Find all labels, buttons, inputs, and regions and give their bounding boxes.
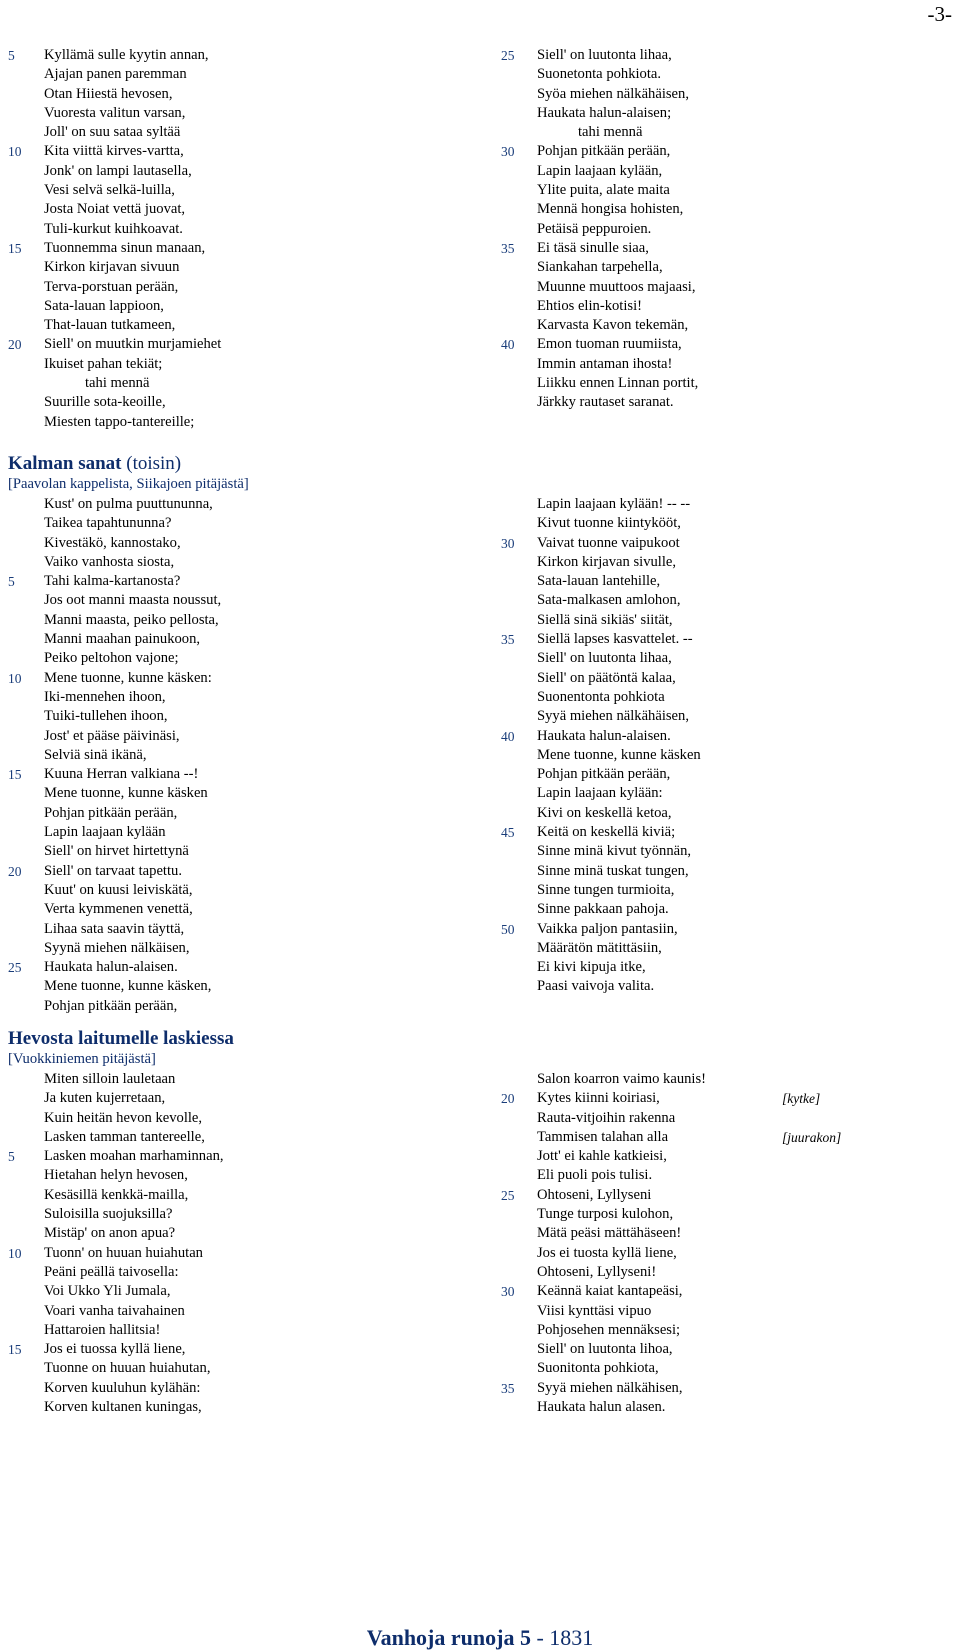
- line-number: 5: [8, 574, 15, 590]
- verse-text: Liikku ennen Linnan portit,: [537, 375, 699, 392]
- verse-line: [501, 630, 701, 649]
- verse-line: [501, 393, 698, 412]
- verse-text: Pohjan pitkään perään,: [537, 143, 671, 160]
- verse-line: [8, 1186, 224, 1205]
- verse-text: Kirkon kirjavan sivulle,: [537, 553, 677, 570]
- verse-text: Siell' on muutkin murjamiehet: [44, 336, 222, 353]
- verse-text: Muunne muuttoos majaasi,: [537, 278, 696, 295]
- verse-line: [501, 1186, 706, 1205]
- verse-line: [8, 553, 221, 572]
- verse-line: [8, 591, 221, 610]
- section2-title-text: Kalman sanat: [8, 453, 122, 474]
- verse-line: [8, 495, 221, 514]
- verse-text: Lapin laajaan kylään,: [537, 162, 663, 179]
- verse-line: [501, 707, 701, 726]
- verse-line: [501, 335, 698, 354]
- verse-text: Pohjan pitkään perään,: [537, 766, 671, 783]
- verse-line: [8, 823, 221, 842]
- verse-text: Hietahan helyn hevosen,: [44, 1167, 188, 1184]
- verse-text: Vuoresta valitun varsan,: [44, 104, 186, 121]
- verse-text: Kirkon kirjavan sivuun: [44, 259, 180, 276]
- verse-text: Lasken tamman tantereelle,: [44, 1128, 205, 1145]
- verse-text: Keännä kaiat kantapeäsi,: [537, 1283, 683, 1300]
- verse-text: Vaikka paljon pantasiin,: [537, 920, 678, 937]
- verse-text: Kivestäkö, kannostako,: [44, 534, 181, 551]
- line-number: 15: [8, 1342, 22, 1358]
- section3-title: Hevosta laitumelle laskiessa: [8, 1028, 234, 1049]
- verse-text: Kuut' on kuusi leiviskätä,: [44, 881, 193, 898]
- verse-line: [8, 65, 221, 84]
- verse-text: Siell' on luutonta lihaa,: [537, 47, 672, 63]
- verse-text: Suonentonta pohkiota: [537, 688, 665, 705]
- verse-text: Siellä sinä sikiäs' siität,: [537, 611, 673, 628]
- verse-text: Tuonnemma sinun manaan,: [44, 239, 206, 256]
- verse-line: [8, 804, 221, 823]
- editorial-note: [kytke]: [782, 1091, 821, 1107]
- verse-line: [501, 746, 701, 765]
- verse-line: [8, 862, 221, 881]
- section1-left-column: [8, 46, 221, 432]
- verse-line: [8, 278, 221, 297]
- verse-line: [501, 65, 698, 84]
- verse-text: Siell' on luutonta lihaa,: [537, 650, 672, 667]
- verse-text: Sinne minä kivut työnnän,: [537, 843, 692, 860]
- verse-line: [501, 104, 698, 123]
- verse-text: Syyä miehen nälkähäisen,: [537, 708, 689, 725]
- section2-right-column: [501, 495, 701, 997]
- verse-text: Salon koarron vaimo kaunis!: [537, 1071, 707, 1087]
- verse-line: [501, 1109, 706, 1128]
- verse-text: Haukata halun alasen.: [537, 1399, 666, 1416]
- footer-year: - 1831: [530, 1625, 594, 1650]
- verse-line: [8, 46, 221, 65]
- verse-text: Haukata halun-alaisen.: [44, 959, 178, 976]
- verse-line: [501, 611, 701, 630]
- verse-line: [501, 1070, 706, 1089]
- line-number: 25: [8, 960, 22, 976]
- verse-text: Voari vanha taivahainen: [44, 1302, 185, 1319]
- verse-line: [8, 534, 221, 553]
- verse-line: [501, 1302, 706, 1321]
- verse-line: [8, 881, 221, 900]
- verse-line: [8, 611, 221, 630]
- verse-text: Manni maahan painukoon,: [44, 631, 201, 648]
- verse-text: Ehtios elin-kotisi!: [537, 297, 642, 314]
- verse-line: [501, 1244, 706, 1263]
- verse-line: [8, 316, 221, 335]
- verse-line: [8, 335, 221, 354]
- verse-line: [501, 374, 698, 393]
- verse-text: Suonetonta pohkiota.: [537, 66, 662, 83]
- verse-text: Siell' on luutonta lihoa,: [537, 1341, 673, 1358]
- verse-line: [501, 1166, 706, 1185]
- verse-text: Ei täsä sinulle siaa,: [537, 239, 649, 256]
- verse-line: [501, 572, 701, 591]
- line-number: 45: [501, 825, 515, 841]
- verse-text: Suurille sota-keoille,: [44, 394, 166, 411]
- verse-text: Vaivat tuonne vaipukoot: [537, 534, 680, 551]
- verse-line: [8, 393, 221, 412]
- section3-right-column: [501, 1070, 842, 1417]
- verse-line: [8, 1340, 224, 1359]
- verse-text: Jonk' on lampi lautasella,: [44, 162, 192, 179]
- verse-text: Tunge turposi kulohon,: [537, 1206, 674, 1223]
- verse-line: [8, 727, 221, 746]
- verse-line: [501, 123, 698, 142]
- verse-line: [501, 258, 698, 277]
- verse-text: Ja kuten kujerretaan,: [44, 1090, 166, 1107]
- verse-line: [501, 297, 698, 316]
- verse-text: Vaiko vanhosta siosta,: [44, 553, 175, 570]
- editorial-note: [juurakon]: [782, 1129, 842, 1145]
- verse-line: [501, 553, 701, 572]
- verse-text: Siell' on tarvaat tapettu.: [44, 862, 182, 879]
- section2-title-suffix: (toisin): [126, 453, 182, 474]
- line-number: 10: [8, 670, 22, 686]
- verse-text: Tuonn' on huuan huiahutan: [44, 1244, 203, 1261]
- verse-text: Jott' ei kahle katkieisi,: [537, 1148, 667, 1165]
- verse-line: [8, 707, 221, 726]
- verse-line: [8, 977, 221, 996]
- verse-text: Korven kuuluhun kylähän:: [44, 1379, 201, 1396]
- verse-text: Sinne tungen turmioita,: [537, 881, 675, 898]
- line-number: 10: [8, 1245, 22, 1261]
- verse-text: Petäisä peppuroien.: [537, 220, 652, 237]
- verse-text: Mätä peäsi mättähäseen!: [537, 1225, 682, 1242]
- verse-text: Ei kivi kipuja itke,: [537, 959, 646, 976]
- verse-line: [501, 355, 698, 374]
- verse-text: Keitä on keskellä kiviä;: [537, 824, 676, 841]
- verse-line: [8, 765, 221, 784]
- section2-source: [Paavolan kappelista, Siikajoen pitäjästä]: [8, 476, 249, 492]
- verse-text: Lihaa sata saavin täyttä,: [44, 920, 185, 937]
- verse-text: Ikuiset pahan tekiät;: [44, 355, 163, 372]
- verse-text: Eli puoli pois tulisi.: [537, 1167, 653, 1184]
- verse-line: [8, 374, 221, 393]
- verse-text: Kivi on keskellä ketoa,: [537, 804, 672, 821]
- verse-line: [8, 514, 221, 533]
- verse-text: Mennä hongisa hohisten,: [537, 201, 684, 218]
- verse-line: [501, 200, 698, 219]
- verse-text: Selviä sinä ikänä,: [44, 746, 147, 763]
- verse-text: Syöa miehen nälkähäisen,: [537, 85, 689, 102]
- verse-text: Jost' et pääse päivinäsi,: [44, 727, 180, 744]
- verse-line: [8, 220, 221, 239]
- verse-text: Lapin laajaan kylään:: [537, 785, 663, 802]
- verse-text: Vesi selvä selkä-luilla,: [44, 182, 175, 199]
- verse-line: [501, 862, 701, 881]
- verse-text: Tuiki-tullehen ihoon,: [44, 708, 168, 725]
- line-number: 30: [501, 144, 515, 160]
- verse-line: [501, 1359, 706, 1378]
- verse-line: [501, 181, 698, 200]
- verse-line: [501, 939, 701, 958]
- section3-left-column: [8, 1070, 224, 1417]
- verse-line: [8, 1282, 224, 1301]
- verse-line: [8, 1070, 224, 1089]
- verse-line: [501, 727, 701, 746]
- verse-text: Suonitonta pohkiota,: [537, 1360, 659, 1377]
- verse-line: [501, 514, 701, 533]
- verse-text: Kita viittä kirves-vartta,: [44, 143, 184, 160]
- verse-text: Suloisilla suojuksilla?: [44, 1206, 173, 1223]
- verse-line: [8, 920, 221, 939]
- verse-line: [501, 1205, 706, 1224]
- verse-text: Mene tuonne, kunne käsken: [537, 746, 701, 763]
- verse-text: Taikea tapahtununna?: [44, 515, 172, 532]
- line-number: 50: [501, 921, 515, 937]
- verse-line: [8, 669, 221, 688]
- verse-text: Syynä miehen nälkäisen,: [44, 939, 190, 956]
- verse-text: Tammisen talahan alla: [537, 1128, 669, 1145]
- verse-text: Miesten tappo-tantereille;: [44, 413, 195, 430]
- line-number: 40: [501, 337, 515, 353]
- verse-text: Emon tuoman ruumiista,: [537, 336, 682, 353]
- verse-line: [8, 630, 221, 649]
- verse-text: Haukata halun-alaisen.: [537, 727, 671, 744]
- verse-text: Kuuna Herran valkiana --!: [44, 766, 199, 783]
- verse-text: Terva-porstuan perään,: [44, 278, 179, 295]
- verse-line: [8, 162, 221, 181]
- verse-line: [8, 1109, 224, 1128]
- footer-title: Vanhoja runoja 5: [366, 1625, 531, 1650]
- verse-line: [501, 495, 701, 514]
- verse-text: Immin antaman ihosta!: [537, 355, 673, 372]
- verse-line: [8, 1224, 224, 1243]
- section3-source: [Vuokkiniemen pitäjästä]: [8, 1051, 156, 1067]
- verse-line: [8, 958, 221, 977]
- verse-text: Kivut tuonne kiintykööt,: [537, 515, 681, 532]
- verse-text: Korven kultanen kuningas,: [44, 1399, 202, 1416]
- section2-title: [8, 453, 181, 475]
- verse-line: [8, 1205, 224, 1224]
- verse-text: Syyä miehen nälkähisen,: [537, 1379, 683, 1396]
- verse-line: [501, 316, 698, 335]
- verse-text: Verta kymmenen venettä,: [44, 901, 193, 918]
- verse-line: [501, 842, 701, 861]
- verse-text: Mene tuonne, kunne käsken: [44, 785, 208, 802]
- footer: [0, 1625, 960, 1651]
- verse-text: That-lauan tutkameen,: [44, 317, 176, 334]
- verse-line: [8, 1244, 224, 1263]
- verse-text: Viisi kynttäsi vipuo: [537, 1302, 652, 1319]
- verse-line: [8, 900, 221, 919]
- verse-text: tahi mennä: [85, 375, 150, 392]
- verse-line: [8, 239, 221, 258]
- verse-text: Paasi vaivoja valita.: [537, 978, 655, 995]
- verse-text: Peiko peltohon vajone;: [44, 650, 179, 667]
- verse-line: [501, 142, 698, 161]
- line-number: 35: [501, 240, 515, 256]
- verse-text: Jos ei tuosta kyllä liene,: [537, 1244, 677, 1261]
- verse-line: [8, 784, 221, 803]
- line-number: 20: [8, 863, 22, 879]
- verse-line: [501, 1147, 706, 1166]
- verse-line: [501, 669, 701, 688]
- verse-line: [8, 688, 221, 707]
- verse-text: Tahi kalma-kartanosta?: [44, 573, 181, 590]
- verse-line: [501, 1398, 706, 1417]
- verse-line: [501, 823, 701, 842]
- verse-line: [8, 1379, 224, 1398]
- verse-text: Haukata halun-alaisen;: [537, 104, 672, 121]
- verse-text: Tuli-kurkut kuihkoavat.: [44, 220, 183, 237]
- verse-line: [501, 649, 701, 668]
- verse-line: [8, 1398, 224, 1417]
- verse-line: [501, 220, 698, 239]
- verse-line: [501, 1379, 706, 1398]
- verse-text: Siell' on hirvet hirtettynä: [44, 843, 189, 860]
- verse-text: Lapin laajaan kylään: [44, 824, 166, 841]
- verse-line: [501, 1263, 706, 1282]
- verse-text: Jos oot manni maasta noussut,: [44, 592, 222, 609]
- verse-line: [501, 534, 701, 553]
- verse-line: [8, 997, 221, 1016]
- verse-text: Siell' on päätöntä kalaa,: [537, 669, 676, 686]
- verse-text: Kust' on pulma puuttununna,: [44, 496, 213, 512]
- verse-text: Ylite puita, alate maita: [537, 182, 670, 199]
- line-number: 25: [501, 48, 515, 63]
- line-number: 40: [501, 728, 515, 744]
- verse-line: [8, 939, 221, 958]
- verse-line: [501, 85, 698, 104]
- line-number: 35: [501, 632, 515, 648]
- line-number: 10: [8, 144, 22, 160]
- verse-line: [8, 1263, 224, 1282]
- verse-text: Jos ei tuossa kyllä liene,: [44, 1341, 186, 1358]
- line-number: 5: [8, 48, 15, 63]
- section1-right-column: [501, 46, 698, 413]
- verse-text: Mene tuonne, kunne käsken:: [44, 669, 212, 686]
- verse-line: [8, 104, 221, 123]
- verse-line: [8, 746, 221, 765]
- verse-text: Josta Noiat vettä juovat,: [44, 201, 186, 218]
- verse-text: Sinne pakkaan pahoja.: [537, 901, 669, 918]
- verse-line: [501, 765, 701, 784]
- verse-text: Ohtoseni, Lyllyseni: [537, 1186, 652, 1203]
- verse-line: [501, 1089, 821, 1108]
- verse-line: [8, 413, 221, 432]
- verse-text: Rauta-vitjoihin rakenna: [537, 1109, 676, 1126]
- verse-line: [501, 804, 701, 823]
- verse-line: [501, 1321, 706, 1340]
- verse-line: [501, 278, 698, 297]
- verse-text: Lasken moahan marhaminnan,: [44, 1148, 224, 1165]
- verse-text: Ajajan panen paremman: [44, 66, 187, 83]
- verse-line: [8, 85, 221, 104]
- verse-text: Sata-lauan lantehille,: [537, 573, 661, 590]
- verse-line: [501, 1224, 706, 1243]
- verse-line: [8, 355, 221, 374]
- verse-line: [501, 900, 701, 919]
- line-number: 35: [501, 1380, 515, 1396]
- verse-text: Hattaroien hallitsia!: [44, 1321, 161, 1338]
- verse-line: [8, 1321, 224, 1340]
- verse-text: Järkky rautaset saranat.: [537, 394, 674, 411]
- verse-line: [8, 1089, 224, 1108]
- verse-line: [501, 784, 701, 803]
- line-number: 30: [501, 1284, 515, 1300]
- verse-line: [501, 1282, 706, 1301]
- verse-text: Mene tuonne, kunne käsken,: [44, 978, 212, 995]
- verse-text: Kuin heitän hevon kevolle,: [44, 1109, 203, 1126]
- verse-text: Siellä lapses kasvattelet. --: [537, 631, 693, 648]
- verse-line: [501, 1340, 706, 1359]
- verse-line: [8, 572, 221, 591]
- verse-text: Kesäsillä kenkkä-mailla,: [44, 1186, 189, 1203]
- line-number: 25: [501, 1187, 515, 1203]
- verse-line: [8, 297, 221, 316]
- verse-text: Miten silloin lauletaan: [44, 1071, 176, 1087]
- verse-text: Tuonne on huuan huiahutan,: [44, 1360, 211, 1377]
- verse-line: [501, 46, 698, 65]
- verse-line: [8, 123, 221, 142]
- verse-line: [501, 239, 698, 258]
- verse-line: [8, 649, 221, 668]
- verse-text: Iki-mennehen ihoon,: [44, 688, 166, 705]
- verse-line: [8, 200, 221, 219]
- verse-text: Sinne minä tuskat tungen,: [537, 862, 689, 879]
- verse-line: [501, 162, 698, 181]
- verse-line: [8, 258, 221, 277]
- verse-text: Pohjosehen mennäksesi;: [537, 1321, 681, 1338]
- verse-line: [501, 591, 701, 610]
- line-number: 30: [501, 535, 515, 551]
- verse-text: Pohjan pitkään perään,: [44, 804, 178, 821]
- section2-left-column: [8, 495, 221, 1016]
- verse-line: [501, 958, 701, 977]
- verse-text: Mistäp' on anon apua?: [44, 1225, 176, 1242]
- verse-line: [501, 881, 701, 900]
- verse-line: [8, 1166, 224, 1185]
- verse-line: [501, 688, 701, 707]
- verse-text: Ohtoseni, Lyllyseni!: [537, 1263, 657, 1280]
- verse-text: Peäni peällä taivosella:: [44, 1263, 179, 1280]
- verse-line: [501, 977, 701, 996]
- verse-line: [501, 920, 701, 939]
- line-number: 5: [8, 1149, 15, 1165]
- verse-text: Sata-lauan lappioon,: [44, 297, 164, 314]
- line-number: 20: [501, 1091, 515, 1107]
- line-number: 15: [8, 240, 22, 256]
- verse-text: Kytes kiinni koiriasi,: [537, 1090, 660, 1107]
- verse-text: Pohjan pitkään perään,: [44, 997, 178, 1014]
- verse-text: Lapin laajaan kylään! -- --: [537, 496, 691, 512]
- line-number: 20: [8, 337, 22, 353]
- verse-text: Sata-malkasen amlohon,: [537, 592, 681, 609]
- line-number: 15: [8, 767, 22, 783]
- verse-text: Määrätön mätittäsiin,: [537, 939, 662, 956]
- page-number: -3-: [927, 2, 952, 26]
- verse-text: Otan Hiiestä hevosen,: [44, 85, 173, 102]
- verse-line: [8, 142, 221, 161]
- verse-line: [8, 842, 221, 861]
- verse-text: Voi Ukko Yli Jumala,: [44, 1283, 171, 1300]
- verse-text: Manni maasta, peiko pellosta,: [44, 611, 219, 628]
- verse-text: Joll' on suu sataa syltää: [44, 124, 181, 141]
- verse-line: [8, 1128, 224, 1147]
- verse-line: [8, 181, 221, 200]
- verse-line: [8, 1359, 224, 1378]
- verse-text: Karvasta Kavon tekemän,: [537, 317, 689, 334]
- verse-line: [8, 1302, 224, 1321]
- verse-text: tahi mennä: [578, 124, 643, 141]
- verse-line: [8, 1147, 224, 1166]
- verse-text: Siankahan tarpehella,: [537, 259, 663, 276]
- verse-line: [501, 1128, 842, 1147]
- verse-text: Kyllämä sulle kyytin annan,: [44, 47, 209, 63]
